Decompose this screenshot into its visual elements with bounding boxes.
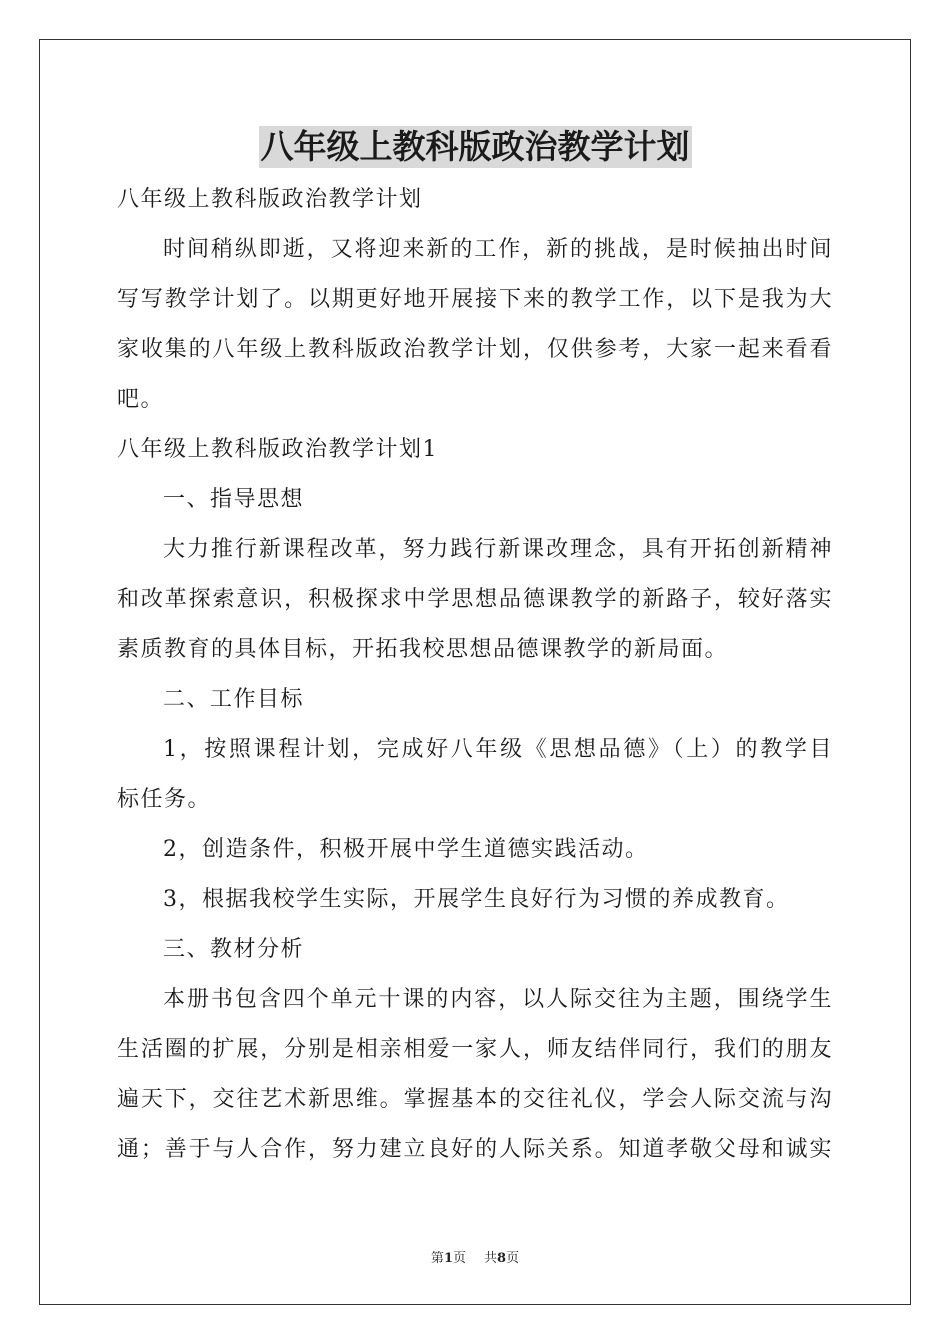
- footer-total-pages: 8: [497, 1251, 507, 1266]
- body-line: 写写教学计划了。以期更好地开展接下来的教学工作，以下是我为大: [117, 287, 833, 312]
- body-line: 大力推行新课程改革，努力践行新课改理念，具有开拓创新精神: [163, 537, 833, 562]
- footer-page-number: 1: [443, 1251, 453, 1266]
- subsection-heading: 二、工作目标: [163, 687, 305, 712]
- subsection-heading: 三、教材分析: [163, 937, 305, 962]
- body-line: 本册书包含四个单元十课的内容，以人际交往为主题，围绕学生: [163, 987, 833, 1012]
- section-heading: 八年级上教科版政治教学计划1: [117, 437, 438, 462]
- footer-page-prefix: 第: [430, 1251, 444, 1266]
- body-line: 八年级上教科版政治教学计划: [117, 187, 423, 212]
- subsection-heading: 一、指导思想: [163, 487, 305, 512]
- footer-total-suffix: 页: [506, 1251, 520, 1266]
- footer-total-prefix: 共: [484, 1251, 498, 1266]
- body-line: 1，按照课程计划，完成好八年级《思想品德》（上）的教学目: [163, 737, 833, 762]
- document-body: [117, 175, 833, 1175]
- body-line: 时间稍纵即逝，又将迎来新的工作，新的挑战，是时候抽出时间: [163, 237, 833, 262]
- body-line: 生活圈的扩展，分别是相亲相爱一家人，师友结伴同行，我们的朋友: [117, 1037, 833, 1062]
- body-line: 遍天下，交往艺术新思维。掌握基本的交往礼仪，学会人际交流与沟: [117, 1087, 833, 1112]
- body-line: 家收集的八年级上教科版政治教学计划，仅供参考，大家一起来看看: [117, 337, 833, 362]
- body-line: 标任务。: [117, 787, 212, 812]
- body-line: 3，根据我校学生实际，开展学生良好行为习惯的养成教育。: [163, 887, 790, 912]
- page-footer: [0, 1247, 950, 1266]
- body-line: 通；善于与人合作，努力建立良好的人际关系。知道孝敬父母和诚实: [117, 1137, 833, 1162]
- footer-page-suffix: 页: [452, 1251, 466, 1266]
- body-line: 吧。: [117, 387, 165, 412]
- body-line: 素质教育的具体目标，开拓我校思想品德课教学的新局面。: [117, 637, 729, 662]
- body-line: 2，创造条件，积极开展中学生道德实践活动。: [163, 837, 649, 862]
- body-line: 和改革探索意识，积极探求中学思想品德课教学的新路子，较好落实: [117, 587, 833, 612]
- document-title: 八年级上教科版政治教学计划: [260, 127, 690, 166]
- title-wrap: [0, 126, 950, 168]
